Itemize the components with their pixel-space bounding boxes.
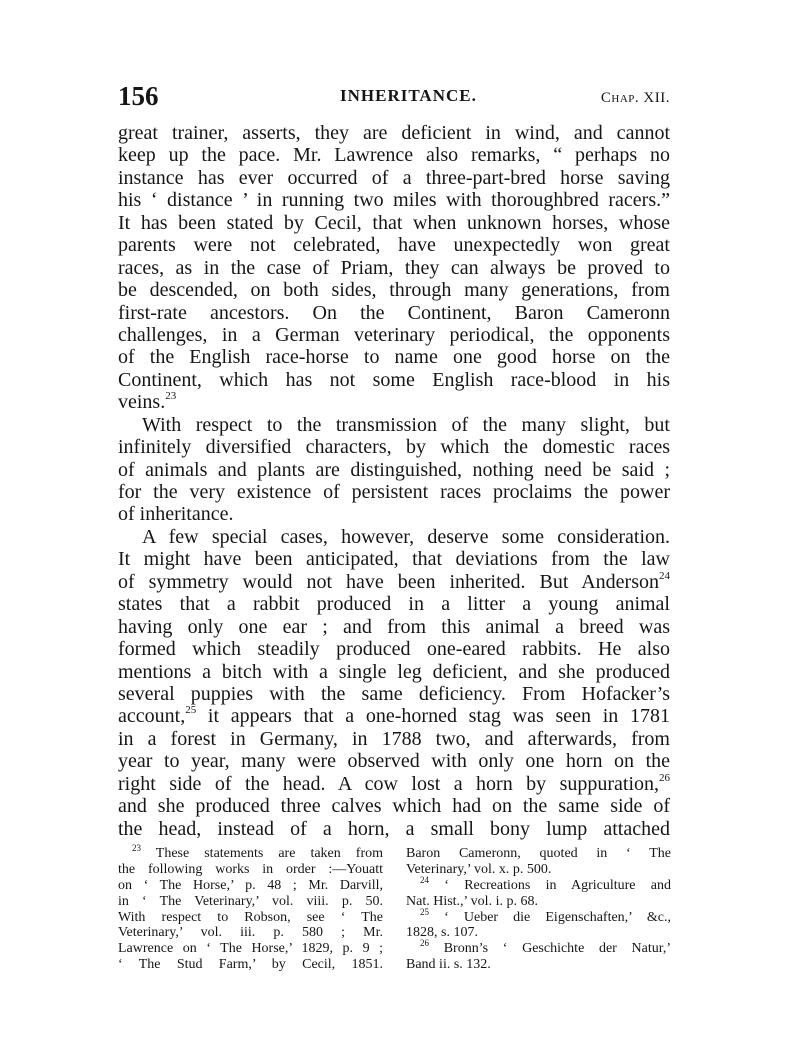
footnote-line: [406, 938, 672, 957]
text-line: of the English race-horse to name one good horse on the: [118, 346, 670, 369]
footnote-marker: 23: [132, 843, 141, 853]
text-line: his ‘ distance ’ in running two miles with thoroughbred racers.”: [118, 189, 670, 212]
footnote-marker: 24: [420, 874, 429, 885]
footnote-line: Veterinary,’ vol. iii. p. 580 ; Mr.: [118, 925, 383, 941]
text-line: A few special cases, however, deserve some consideration.: [142, 525, 670, 548]
footnote-line: [406, 906, 671, 926]
body-text: [118, 122, 670, 840]
text-line: of animals and plants are distinguished, nothing need be said ;: [118, 458, 670, 481]
text-fragment: Bronn’s ‘ Geschichte der Natur,’: [443, 941, 672, 957]
text-line: great trainer, asserts, they are deficient in wind, and cannot: [118, 122, 670, 144]
text-line: Continent, which has not some English race-blood in his: [118, 368, 670, 391]
text-line: first-rate ancestors. On the Continent, Baron Cameronn: [118, 301, 670, 324]
text-line: [118, 571, 670, 593]
text-line: year to year, many were observed with only one horn on the: [118, 750, 670, 773]
text-fragment: ‘ Ueber die Eigenschaften,’ &c.,: [444, 909, 671, 925]
text-line: several puppies with the same deficiency. From Hofacker’s: [118, 682, 670, 705]
text-fragment: veins.: [118, 391, 166, 414]
text-line: in a forest in Germany, in 1788 two, and afterwards, from: [118, 727, 670, 750]
text-fragment: These statements are taken from: [155, 846, 384, 861]
footnote-ref: 25: [185, 704, 197, 717]
footnote-line: Band ii. s. 132.: [406, 957, 491, 973]
footnote-line: Baron Cameronn, quoted in ‘ The: [406, 846, 671, 861]
text-line: having only one ear ; and from this animal a breed was: [118, 615, 670, 638]
text-line: states that a rabbit produced in a litter a young animal: [118, 593, 670, 616]
text-line: [118, 705, 670, 727]
text-line: parents were not celebrated, have unexpectedly won great: [118, 234, 670, 257]
running-head: INHERITANCE.: [340, 86, 477, 105]
footnote-column-left: [118, 843, 384, 973]
chapter-label: Chap. XII.: [600, 90, 670, 106]
text-fragment: of symmetry would not have been inherited. But Anderson: [118, 570, 659, 593]
footnote-line: With respect to Robson, see ‘ The: [118, 909, 383, 925]
footnote-line: Nat. Hist.,’ vol. i. p. 68.: [406, 893, 538, 909]
text-line: It might have been anticipated, that deviations from the law: [118, 548, 670, 571]
text-line: [118, 391, 670, 413]
footnote-line: ‘ The Stud Farm,’ by Cecil, 1851.: [118, 957, 383, 973]
text-line: for the very existence of persistent races proclaims the power: [118, 481, 670, 503]
text-line: With respect to the transmission of the many slight, but: [142, 413, 670, 436]
text-fragment: ‘ Recreations in Agriculture and: [444, 877, 672, 893]
footnote-ref: 24: [659, 569, 670, 582]
footnote-line: [406, 874, 672, 894]
footnote-line: Lawrence on ‘ The Horse,’ 1829, p. 9 ;: [118, 941, 383, 957]
text-line: of inheritance.: [118, 503, 234, 526]
text-line: be descended, on both sides, through many generations, from: [118, 279, 670, 302]
footnote-ref: 23: [165, 390, 177, 403]
footnote-ref: 26: [659, 771, 670, 784]
footnote-line: in ‘ The Veterinary,’ vol. viii. p. 50.: [118, 893, 383, 909]
text-line: keep up the pace. Mr. Lawrence also remarks, “ perhaps no: [118, 144, 670, 167]
footnotes: [118, 843, 672, 976]
text-line: infinitely diversified characters, by which the domestic races: [118, 436, 670, 459]
text-line: instance has ever occurred of a three-part-bred horse saving: [118, 166, 670, 189]
page-header: [118, 82, 670, 112]
text-line: [118, 773, 670, 795]
text-fragment: right side of the head. A cow lost a horn by suppuration,: [118, 772, 659, 795]
footnote-line: the following works in order :—Youatt: [118, 861, 383, 877]
footnote-marker: 25: [420, 906, 429, 917]
text-fragment: account,: [118, 705, 186, 728]
text-line: and she produced three calves which had on the same side of: [118, 795, 670, 818]
page-number: 156: [118, 81, 159, 111]
text-line: challenges, in a German veterinary periodical, the opponents: [118, 323, 670, 346]
footnote-line: on ‘ The Horse,’ p. 48 ; Mr. Darvill,: [118, 877, 383, 893]
text-line: races, as in the case of Priam, they can always be proved to: [118, 256, 670, 279]
footnote-line: Veterinary,’ vol. x. p. 500.: [406, 861, 552, 877]
text-line: It has been stated by Cecil, that when unknown horses, whose: [118, 211, 670, 234]
footnote-marker: 26: [420, 938, 429, 949]
text-line: formed which steadily produced one-eared rabbits. He also: [118, 638, 670, 661]
footnote-column-right: [406, 846, 671, 973]
text-fragment: it appears that a one-horned stag was seen in 1781: [196, 705, 670, 728]
footnote-line: 1828, s. 107.: [406, 925, 478, 941]
footnote-line: [118, 843, 384, 862]
text-line: mentions a bitch with a single leg deficient, and she produced: [118, 660, 670, 683]
text-line: the head, instead of a horn, a small bony lump attached: [118, 817, 670, 840]
